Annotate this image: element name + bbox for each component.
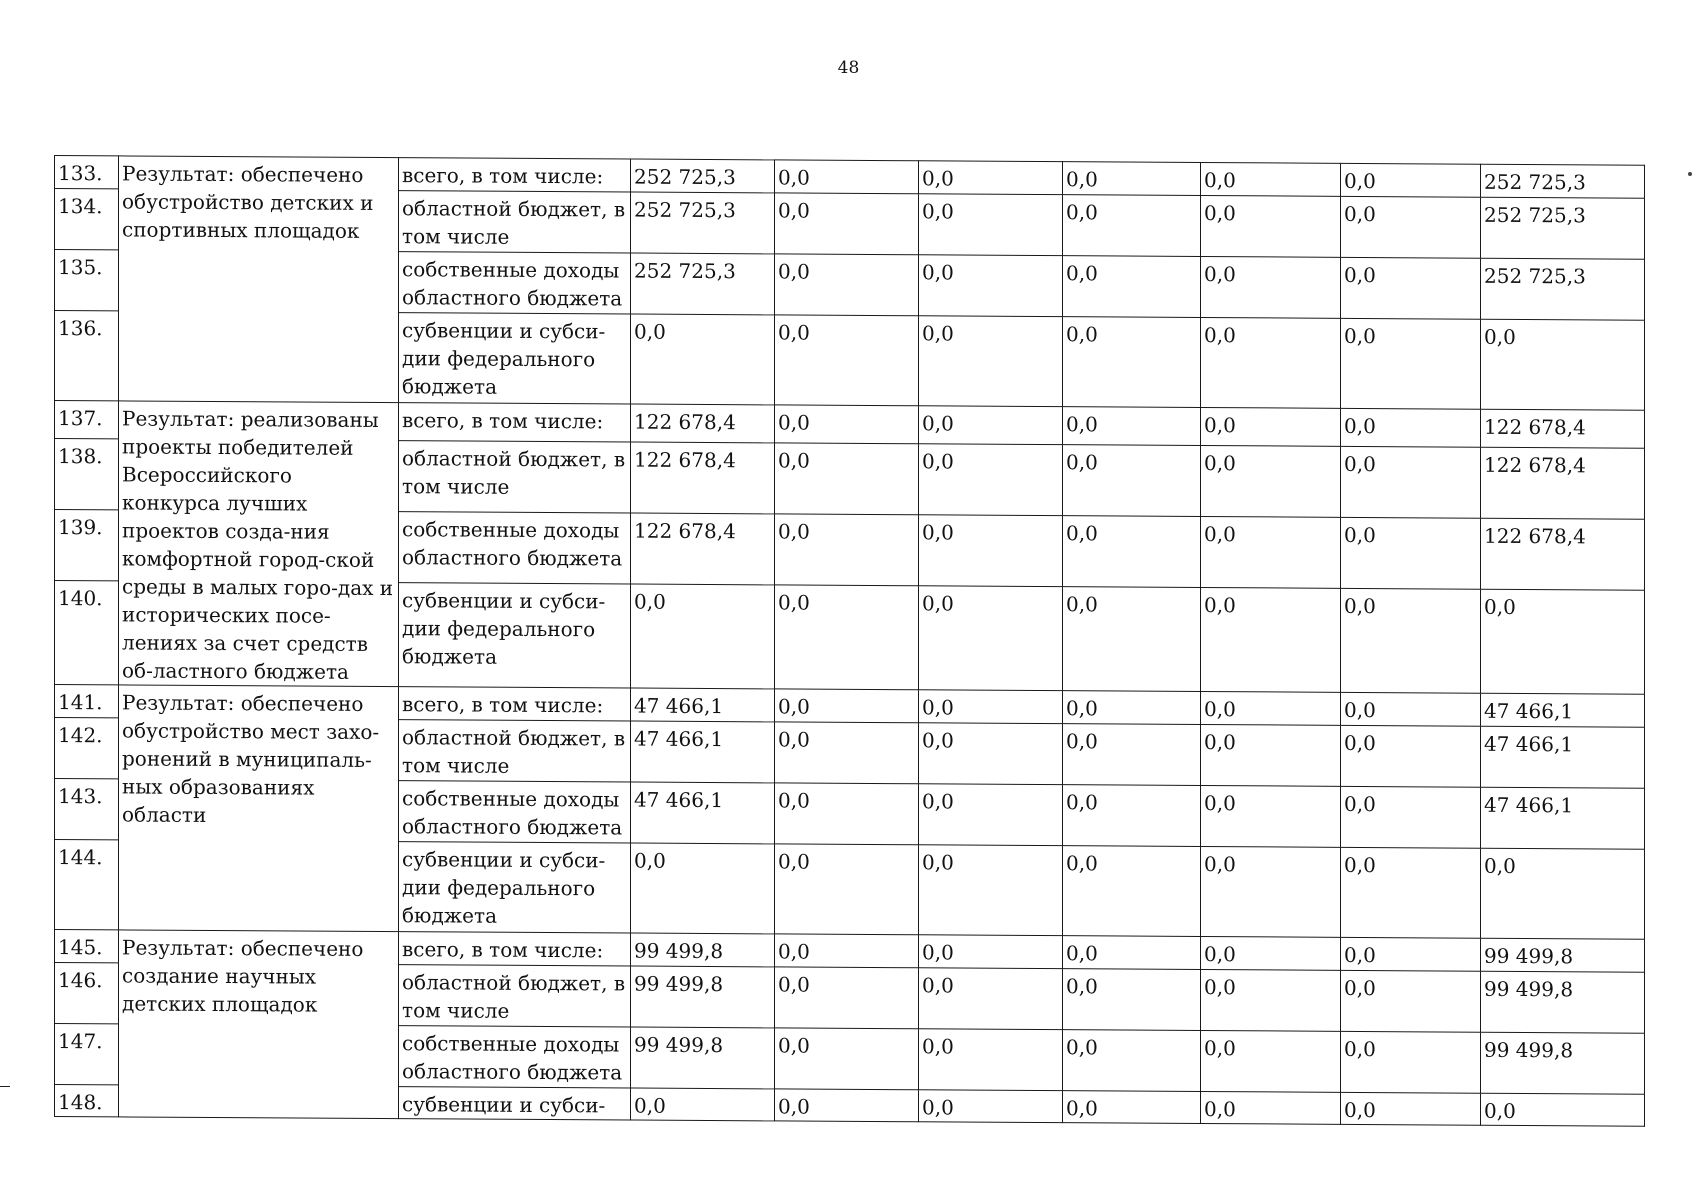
- margin-mark: [0, 1086, 10, 1087]
- value-cell: 0,0: [1063, 1091, 1201, 1124]
- total-cell: 47 466,1: [1481, 726, 1645, 788]
- value-cell: 0,0: [1201, 587, 1341, 692]
- row-number: 134.: [55, 189, 119, 250]
- value-cell: 99 499,8: [631, 933, 775, 967]
- value-cell: 0,0: [919, 968, 1063, 1030]
- funding-source: собственные доходы областного бюджета: [399, 252, 631, 314]
- value-cell: 0,0: [631, 1088, 775, 1121]
- result-description: Результат: обеспечено обустройство детских и спортивных площадок: [119, 156, 399, 403]
- value-cell: 0,0: [1063, 162, 1201, 196]
- value-cell: 0,0: [1063, 586, 1201, 691]
- funding-source: собственные доходы областного бюджета: [399, 512, 631, 584]
- value-cell: 0,0: [1201, 937, 1341, 971]
- value-cell: 0,0: [1201, 1031, 1341, 1093]
- value-cell: 0,0: [775, 1089, 919, 1122]
- margin-dot: [1688, 172, 1692, 176]
- value-cell: 0,0: [1063, 1030, 1201, 1092]
- value-cell: 0,0: [919, 316, 1063, 407]
- funding-source: субвенции и субси-дии федерального бюджета: [399, 582, 631, 688]
- value-cell: 0,0: [775, 443, 919, 515]
- funding-source: всего, в том числе:: [399, 687, 631, 721]
- value-cell: 122 678,4: [631, 513, 775, 585]
- total-cell: 99 499,8: [1481, 1032, 1645, 1094]
- total-cell: 99 499,8: [1481, 971, 1645, 1033]
- funding-source: областной бюджет, в том числе: [399, 191, 631, 253]
- row-number: 136.: [55, 311, 119, 401]
- value-cell: 0,0: [1063, 785, 1201, 847]
- funding-source: субвенции и субси-дии федерального бюджета: [399, 313, 631, 404]
- value-cell: 0,0: [1341, 447, 1481, 519]
- row-number: 133.: [55, 156, 119, 189]
- value-cell: 0,0: [919, 723, 1063, 785]
- value-cell: 0,0: [919, 690, 1063, 724]
- value-cell: 0,0: [631, 314, 775, 405]
- value-cell: 99 499,8: [631, 966, 775, 1028]
- budget-table: [54, 155, 1645, 1127]
- value-cell: 0,0: [1341, 847, 1481, 938]
- value-cell: 0,0: [775, 254, 919, 316]
- row-number: 148.: [55, 1085, 119, 1117]
- result-description: Результат: реализованы проекты победителей Всероссийского конкурса лучших проектов созда-ния комфортной город-ской среды в малых горо-дах и исторических посе-лениях за счет средств об-ластного бюджета: [119, 401, 399, 687]
- value-cell: 252 725,3: [631, 192, 775, 254]
- value-cell: 47 466,1: [631, 688, 775, 722]
- row-number: 137.: [55, 401, 119, 440]
- row-number: 141.: [55, 685, 119, 718]
- funding-source: областной бюджет, в том числе: [399, 965, 631, 1027]
- value-cell: 0,0: [631, 843, 775, 934]
- value-cell: 0,0: [1201, 786, 1341, 848]
- value-cell: 0,0: [1341, 163, 1481, 197]
- total-cell: 0,0: [1481, 589, 1645, 694]
- value-cell: 0,0: [1341, 408, 1481, 447]
- value-cell: 0,0: [1341, 517, 1481, 589]
- value-cell: 0,0: [1063, 256, 1201, 318]
- total-cell: 0,0: [1481, 1093, 1645, 1126]
- value-cell: 0,0: [1341, 1092, 1481, 1125]
- value-cell: 0,0: [775, 844, 919, 935]
- total-cell: 252 725,3: [1481, 197, 1645, 259]
- value-cell: 0,0: [1201, 692, 1341, 726]
- value-cell: 0,0: [1201, 408, 1341, 447]
- value-cell: 0,0: [1201, 446, 1341, 518]
- table-row: [55, 156, 1645, 199]
- value-cell: 122 678,4: [631, 442, 775, 514]
- funding-source: всего, в том числе:: [399, 932, 631, 966]
- value-cell: 0,0: [1341, 725, 1481, 787]
- row-number: 146.: [55, 963, 119, 1024]
- value-cell: 0,0: [1341, 786, 1481, 848]
- funding-source: собственные доходы областного бюджета: [399, 781, 631, 843]
- funding-source: собственные доходы областного бюджета: [399, 1026, 631, 1088]
- total-cell: 47 466,1: [1481, 693, 1645, 727]
- value-cell: 122 678,4: [631, 404, 775, 443]
- value-cell: 0,0: [1063, 407, 1201, 446]
- value-cell: 0,0: [1201, 257, 1341, 319]
- total-cell: 122 678,4: [1481, 409, 1645, 448]
- value-cell: 0,0: [775, 315, 919, 406]
- total-cell: 122 678,4: [1481, 518, 1645, 590]
- value-cell: 0,0: [775, 967, 919, 1029]
- value-cell: 0,0: [775, 783, 919, 845]
- row-number: 138.: [55, 439, 119, 510]
- value-cell: 0,0: [919, 161, 1063, 195]
- total-cell: 47 466,1: [1481, 787, 1645, 849]
- funding-source: всего, в том числе:: [399, 403, 631, 443]
- value-cell: 0,0: [775, 514, 919, 586]
- value-cell: 0,0: [1341, 1031, 1481, 1093]
- value-cell: 47 466,1: [631, 721, 775, 783]
- result-description: Результат: обеспечено обустройство мест захо-ронений в муниципаль-ных образованиях области: [119, 685, 399, 932]
- total-cell: 122 678,4: [1481, 447, 1645, 519]
- page-number: 48: [837, 58, 860, 78]
- value-cell: 0,0: [1063, 195, 1201, 257]
- value-cell: 0,0: [1063, 846, 1201, 937]
- value-cell: 0,0: [919, 1029, 1063, 1091]
- result-description: Результат: обеспечено создание научных детских площадок: [119, 930, 399, 1119]
- funding-source: областной бюджет, в том числе: [399, 441, 631, 513]
- total-cell: 252 725,3: [1481, 164, 1645, 198]
- value-cell: 0,0: [775, 160, 919, 194]
- value-cell: 0,0: [1201, 516, 1341, 588]
- funding-source: субвенции и субси-дии федерального бюджета: [399, 842, 631, 933]
- value-cell: 0,0: [1063, 724, 1201, 786]
- value-cell: 0,0: [919, 194, 1063, 256]
- row-number: 142.: [55, 718, 119, 779]
- funding-source: областной бюджет, в том числе: [399, 720, 631, 782]
- value-cell: 99 499,8: [631, 1027, 775, 1089]
- value-cell: 0,0: [631, 584, 775, 689]
- value-cell: 0,0: [919, 444, 1063, 516]
- row-number: 145.: [55, 930, 119, 963]
- value-cell: 0,0: [775, 689, 919, 723]
- value-cell: 0,0: [775, 1028, 919, 1090]
- value-cell: 0,0: [775, 193, 919, 255]
- value-cell: 0,0: [1063, 317, 1201, 408]
- value-cell: 0,0: [1063, 969, 1201, 1031]
- value-cell: 252 725,3: [631, 253, 775, 315]
- value-cell: 0,0: [1201, 970, 1341, 1032]
- value-cell: 0,0: [1341, 196, 1481, 258]
- value-cell: 0,0: [1341, 970, 1481, 1032]
- value-cell: 0,0: [919, 935, 1063, 969]
- value-cell: 252 725,3: [631, 159, 775, 193]
- value-cell: 0,0: [1341, 318, 1481, 409]
- funding-source: субвенции и субси-: [399, 1087, 631, 1120]
- row-number: 147.: [55, 1024, 119, 1085]
- value-cell: 0,0: [1063, 445, 1201, 517]
- value-cell: 0,0: [1341, 257, 1481, 319]
- value-cell: 0,0: [1201, 163, 1341, 197]
- row-number: 140.: [55, 580, 119, 685]
- value-cell: 0,0: [775, 934, 919, 968]
- funding-source: всего, в том числе:: [399, 158, 631, 192]
- value-cell: 0,0: [919, 1090, 1063, 1123]
- value-cell: 0,0: [1063, 516, 1201, 588]
- row-number: 139.: [55, 509, 119, 580]
- value-cell: 47 466,1: [631, 782, 775, 844]
- value-cell: 0,0: [1201, 318, 1341, 409]
- value-cell: 0,0: [1063, 691, 1201, 725]
- value-cell: 0,0: [919, 515, 1063, 587]
- total-cell: 99 499,8: [1481, 938, 1645, 972]
- value-cell: 0,0: [1201, 725, 1341, 787]
- value-cell: 0,0: [775, 722, 919, 784]
- value-cell: 0,0: [919, 845, 1063, 936]
- row-number: 144.: [55, 840, 119, 930]
- value-cell: 0,0: [1341, 937, 1481, 971]
- total-cell: 252 725,3: [1481, 258, 1645, 320]
- total-cell: 0,0: [1481, 319, 1645, 410]
- row-number: 135.: [55, 250, 119, 311]
- value-cell: 0,0: [775, 585, 919, 690]
- value-cell: 0,0: [1341, 588, 1481, 693]
- value-cell: 0,0: [1201, 847, 1341, 938]
- value-cell: 0,0: [1201, 196, 1341, 258]
- value-cell: 0,0: [919, 784, 1063, 846]
- value-cell: 0,0: [1063, 936, 1201, 970]
- row-number: 143.: [55, 779, 119, 840]
- value-cell: 0,0: [1341, 692, 1481, 726]
- value-cell: 0,0: [775, 405, 919, 444]
- value-cell: 0,0: [1201, 1092, 1341, 1125]
- total-cell: 0,0: [1481, 848, 1645, 939]
- value-cell: 0,0: [919, 406, 1063, 445]
- value-cell: 0,0: [919, 585, 1063, 690]
- value-cell: 0,0: [919, 255, 1063, 317]
